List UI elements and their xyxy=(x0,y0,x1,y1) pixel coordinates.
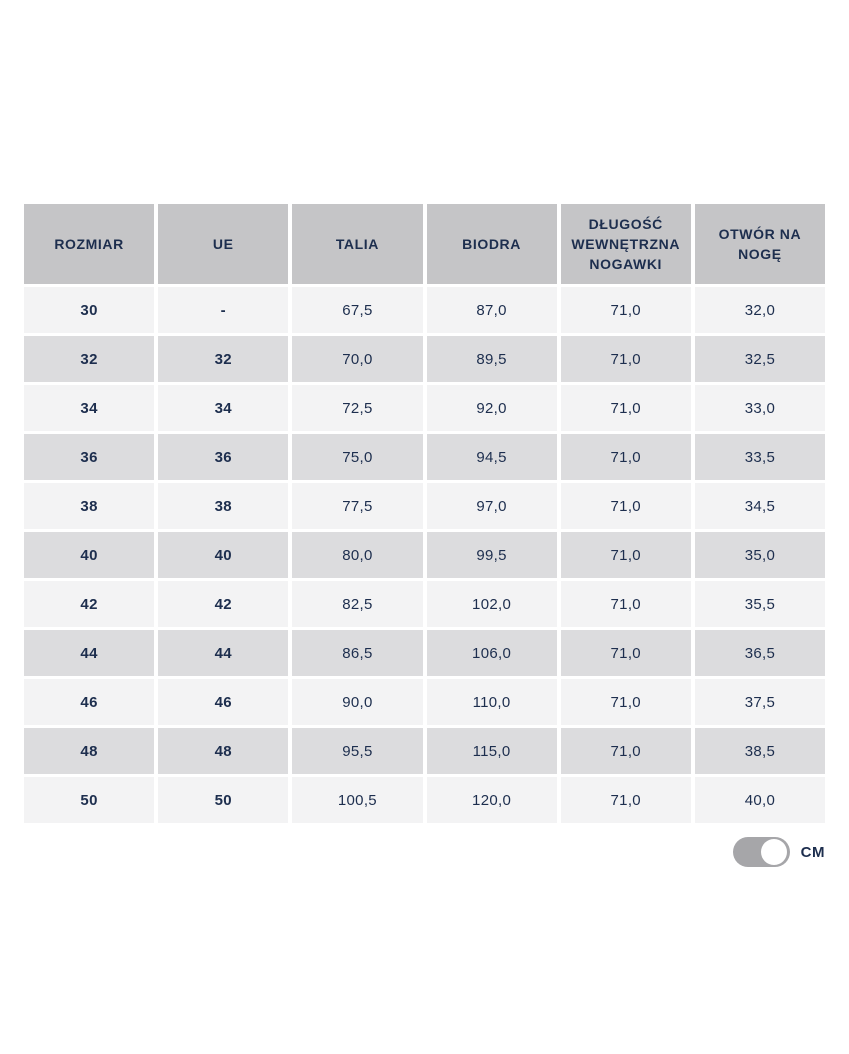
cell-dlugosc: 71,0 xyxy=(561,336,691,382)
cell-talia: 80,0 xyxy=(292,532,422,578)
cell-otwor: 38,5 xyxy=(695,728,825,774)
cell-talia: 86,5 xyxy=(292,630,422,676)
cell-ue: 46 xyxy=(158,679,288,725)
cell-rozmiar: 42 xyxy=(24,581,154,627)
cell-talia: 70,0 xyxy=(292,336,422,382)
cell-otwor: 37,5 xyxy=(695,679,825,725)
cell-rozmiar: 38 xyxy=(24,483,154,529)
cell-rozmiar: 40 xyxy=(24,532,154,578)
cell-ue: 42 xyxy=(158,581,288,627)
cell-otwor: 36,5 xyxy=(695,630,825,676)
cell-biodra: 115,0 xyxy=(427,728,557,774)
size-table xyxy=(24,204,825,823)
cell-talia: 90,0 xyxy=(292,679,422,725)
header-cell-biodra: BIODRA xyxy=(427,204,557,284)
cell-dlugosc: 71,0 xyxy=(561,287,691,333)
cell-dlugosc: 71,0 xyxy=(561,679,691,725)
unit-label: CM xyxy=(800,843,825,861)
cell-biodra: 110,0 xyxy=(427,679,557,725)
cell-biodra: 102,0 xyxy=(427,581,557,627)
cell-dlugosc: 71,0 xyxy=(561,483,691,529)
header-cell-talia: TALIA xyxy=(292,204,422,284)
cell-dlugosc: 71,0 xyxy=(561,630,691,676)
cell-otwor: 32,0 xyxy=(695,287,825,333)
cell-ue: 34 xyxy=(158,385,288,431)
cell-talia: 100,5 xyxy=(292,777,422,823)
cell-biodra: 120,0 xyxy=(427,777,557,823)
cell-rozmiar: 46 xyxy=(24,679,154,725)
cell-ue: 36 xyxy=(158,434,288,480)
cell-dlugosc: 71,0 xyxy=(561,385,691,431)
cell-ue: - xyxy=(158,287,288,333)
cell-talia: 77,5 xyxy=(292,483,422,529)
cell-otwor: 33,0 xyxy=(695,385,825,431)
cell-rozmiar: 48 xyxy=(24,728,154,774)
cell-biodra: 94,5 xyxy=(427,434,557,480)
toggle-knob-icon xyxy=(761,839,787,865)
cell-talia: 95,5 xyxy=(292,728,422,774)
cell-rozmiar: 44 xyxy=(24,630,154,676)
cell-rozmiar: 32 xyxy=(24,336,154,382)
cell-ue: 44 xyxy=(158,630,288,676)
cell-ue: 32 xyxy=(158,336,288,382)
cell-talia: 75,0 xyxy=(292,434,422,480)
cell-biodra: 89,5 xyxy=(427,336,557,382)
cell-rozmiar: 50 xyxy=(24,777,154,823)
header-cell-dlugosc-wewnetrzna-nogawki: DŁUGOŚĆ WEWNĘTRZNA NOGAWKI xyxy=(561,204,691,284)
cell-dlugosc: 71,0 xyxy=(561,777,691,823)
cell-ue: 38 xyxy=(158,483,288,529)
cell-otwor: 32,5 xyxy=(695,336,825,382)
cell-biodra: 87,0 xyxy=(427,287,557,333)
cell-rozmiar: 36 xyxy=(24,434,154,480)
cell-talia: 72,5 xyxy=(292,385,422,431)
size-chart xyxy=(24,204,825,823)
header-cell-otwor-na-noge: OTWÓR NA NOGĘ xyxy=(695,204,825,284)
cell-dlugosc: 71,0 xyxy=(561,434,691,480)
cell-ue: 50 xyxy=(158,777,288,823)
cell-rozmiar: 34 xyxy=(24,385,154,431)
cell-ue: 40 xyxy=(158,532,288,578)
cell-otwor: 40,0 xyxy=(695,777,825,823)
cell-biodra: 92,0 xyxy=(427,385,557,431)
cell-otwor: 33,5 xyxy=(695,434,825,480)
cell-rozmiar: 30 xyxy=(24,287,154,333)
cell-biodra: 106,0 xyxy=(427,630,557,676)
header-cell-ue: UE xyxy=(158,204,288,284)
cell-ue: 48 xyxy=(158,728,288,774)
unit-toggle[interactable] xyxy=(733,837,790,867)
cell-talia: 82,5 xyxy=(292,581,422,627)
cell-dlugosc: 71,0 xyxy=(561,728,691,774)
cell-biodra: 99,5 xyxy=(427,532,557,578)
cell-otwor: 34,5 xyxy=(695,483,825,529)
cell-dlugosc: 71,0 xyxy=(561,532,691,578)
unit-toggle-row xyxy=(733,837,825,867)
cell-biodra: 97,0 xyxy=(427,483,557,529)
cell-talia: 67,5 xyxy=(292,287,422,333)
cell-otwor: 35,5 xyxy=(695,581,825,627)
header-cell-rozmiar: ROZMIAR xyxy=(24,204,154,284)
cell-otwor: 35,0 xyxy=(695,532,825,578)
cell-dlugosc: 71,0 xyxy=(561,581,691,627)
